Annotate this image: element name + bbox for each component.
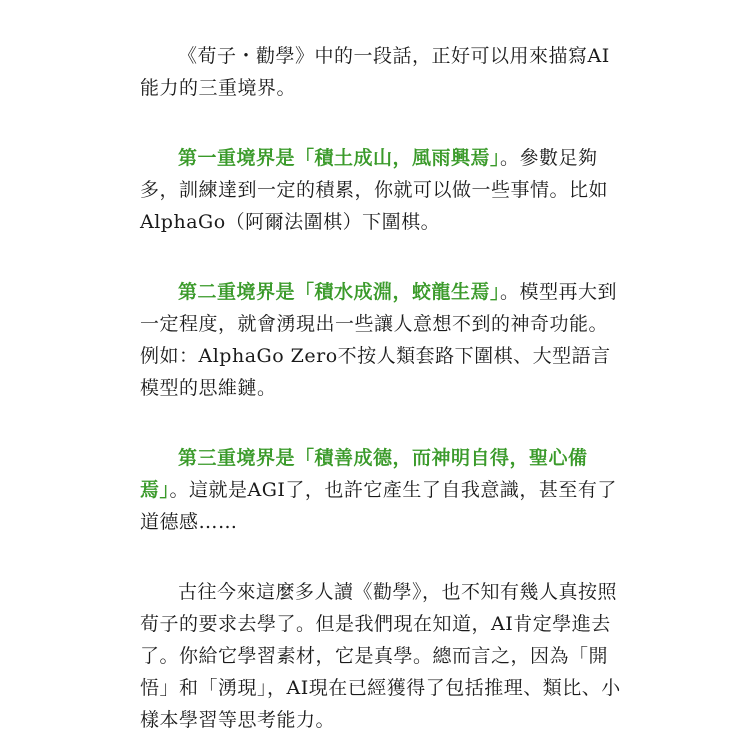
conclusion-text: 古往今來這麼多人讀《勸學》，也不知有幾人真按照荀子的要求去學了。但是我們現在知道，AI肯定學進去了。你給它學習素材，它是真學。總而言之，因為「開悟」和「湧現」，AI現在已經獲得了包括推理、類比、小樣本學習等思考能力。 — [140, 581, 621, 731]
third-realm-text: 。這就是AGI了，也許它產生了自我意識，甚至有了道德感…… — [140, 479, 617, 533]
paragraph-gap — [140, 538, 622, 576]
third-realm-heading: 第三重境界是「積善成德，而神明自得，聖心備焉」 — [140, 447, 588, 501]
first-realm-text: 。參數足夠多，訓練達到一定的積累，你就可以做一些事情。比如AlphaGo（阿爾法圍棋）下圍棋。 — [140, 147, 609, 233]
paragraph-gap — [140, 238, 622, 276]
conclusion-paragraph — [140, 576, 622, 736]
paragraph-gap — [140, 404, 622, 442]
second-realm-text: 。模型再大到一定程度，就會湧現出一些讓人意想不到的神奇功能。例如：AlphaGo Zero不按人類套路下圍棋、大型語言模型的思維鏈。 — [140, 281, 618, 399]
document-page — [140, 40, 622, 736]
second-realm-paragraph — [140, 276, 622, 404]
intro-paragraph — [140, 40, 622, 104]
first-realm-paragraph — [140, 142, 622, 238]
first-realm-heading: 第一重境界是「積土成山，風雨興焉」 — [178, 147, 501, 169]
paragraph-gap — [140, 104, 622, 142]
intro-text: 《荀子・勸學》中的一段話，正好可以用來描寫AI能力的三重境界。 — [140, 45, 610, 99]
third-realm-paragraph — [140, 442, 622, 538]
second-realm-heading: 第二重境界是「積水成淵，蛟龍生焉」 — [178, 281, 501, 303]
